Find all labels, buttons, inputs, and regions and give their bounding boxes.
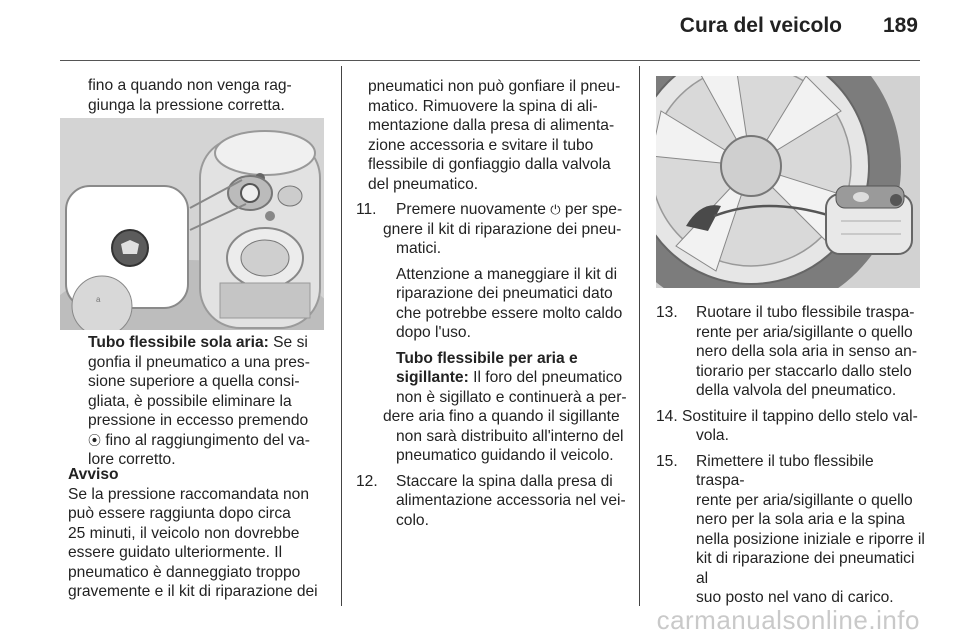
wheel-figure (656, 76, 920, 288)
text-line: sione superiore a quella consi- (88, 373, 300, 390)
text-line: matici. (396, 240, 442, 257)
text-line: Attenzione a maneggiare il kit di (396, 265, 618, 283)
text-line: suo posto nel vano di carico. (696, 589, 894, 606)
text-line: tiorario per staccarlo dallo stelo (696, 362, 912, 380)
text-line: non è sigillato e continuerà a per- (396, 388, 627, 406)
step-number: 12. (356, 472, 378, 490)
text-line: rente per aria/sigillante o quello (696, 491, 913, 509)
text-line: giunga la pressione corretta. (88, 96, 285, 114)
page-header (0, 0, 960, 60)
text-line: riparazione dei pneumatici dato (396, 285, 613, 302)
column-2 (356, 77, 636, 530)
bold-label: Tubo flessibile sola aria: (88, 334, 269, 351)
column-1-para (88, 333, 338, 470)
text-line: Se la pressione raccomandata non (68, 485, 309, 503)
text-line: alimentazione accessoria nel vei- (396, 492, 626, 509)
compressor-figure (60, 118, 324, 330)
page-number: 189 (882, 14, 918, 37)
text-line: vola. (696, 427, 729, 444)
text-line: non sarà distribuito all'interno del (396, 427, 624, 445)
step-11 (356, 200, 636, 466)
text-line: pneumatico guidando il veicolo. (396, 447, 614, 464)
power-symbol-icon: ⏻ (550, 202, 561, 217)
text-line: gnere il kit di riparazione dei pneu- (383, 220, 622, 238)
step-number: 13. (656, 304, 678, 321)
header-rule (60, 60, 920, 61)
bold-label: Tubo flessibile per aria e (396, 349, 578, 367)
watermark: carmanualsonline.info (656, 605, 920, 635)
column-1-top (68, 76, 333, 115)
column-divider-2 (639, 66, 640, 606)
text-line: nero per la sola aria e la spina (696, 511, 905, 528)
column-3 (656, 303, 926, 608)
text-line: dere aria fino a quando il sigillante (383, 408, 620, 425)
text-line: gliata, è possibile eliminare la (88, 392, 292, 410)
text-line: che potrebbe essere molto caldo (396, 304, 623, 322)
text-line: pressione in eccesso premendo (88, 412, 309, 429)
step-number: 11. (356, 201, 377, 218)
text-line: della valvola del pneumatico. (696, 382, 897, 399)
text-line: per spe- (560, 201, 623, 218)
text-line: Premere nuovamente (396, 201, 551, 218)
text-line: lore corretto. (88, 451, 176, 468)
text-line: mentazione dalla presa di alimenta- (368, 117, 615, 134)
text-line: nero della sola aria in senso an- (696, 343, 918, 360)
text-line: rente per aria/sigillante o quello (696, 323, 913, 341)
text-line: zione accessoria e svitare il tubo (368, 136, 594, 154)
text-line: Rimettere il tubo flessibile traspa- (696, 452, 874, 489)
text-line: gravemente e il kit di riparazione dei (68, 583, 318, 600)
text-line: kit di riparazione dei pneumatici al (696, 550, 915, 587)
note-block (68, 465, 338, 602)
compressor-illustration (60, 118, 324, 330)
wheel-illustration (656, 76, 920, 288)
text-line: essere guidato ulteriormente. Il (68, 544, 283, 561)
text-line: Il foro del pneumatico (468, 369, 623, 386)
text-line: fino a quando non venga rag- (88, 77, 292, 94)
text-line: fino al raggiungimento del va- (101, 431, 310, 449)
text-line: nella posizione iniziale e riporre il (696, 530, 925, 548)
bold-label: sigillante: (396, 369, 469, 386)
step-14 (656, 407, 926, 446)
step-12 (356, 472, 636, 531)
svg-text:a: a (96, 295, 101, 304)
text-line: Sostituire il tappino dello stelo val- (682, 407, 918, 425)
text-line: flessibile di gonfiaggio dalla valvola (368, 156, 611, 173)
text-line: Se si (268, 334, 308, 351)
text-line: gonfia il pneumatico a una pres- (88, 353, 310, 371)
text-line: Staccare la spina dalla presa di (396, 472, 613, 490)
section-title: Cura del veicolo (679, 14, 842, 37)
text-line: matico. Rimuovere la spina di ali- (368, 97, 598, 115)
step-15 (656, 452, 926, 608)
deflate-symbol-icon: ⦿ (88, 432, 102, 448)
text-line: pneumatici non può gonfiare il pneu- (368, 78, 621, 95)
note-title: Avviso (68, 466, 119, 483)
step-number: 15. (656, 452, 678, 470)
text-line: può essere raggiunta dopo circa (68, 505, 291, 522)
text-line: 25 minuti, il veicolo non dovrebbe (68, 524, 300, 542)
text-line: pneumatico è danneggiato troppo (68, 563, 301, 581)
text-line: Ruotare il tubo flessibile traspa- (696, 304, 915, 321)
step-13 (656, 303, 926, 401)
column-divider-1 (341, 66, 342, 606)
step-number: 14. (656, 407, 678, 425)
text-line: colo. (396, 511, 429, 529)
text-line: del pneumatico. (368, 175, 479, 193)
text-line: dopo l'uso. (396, 324, 471, 341)
